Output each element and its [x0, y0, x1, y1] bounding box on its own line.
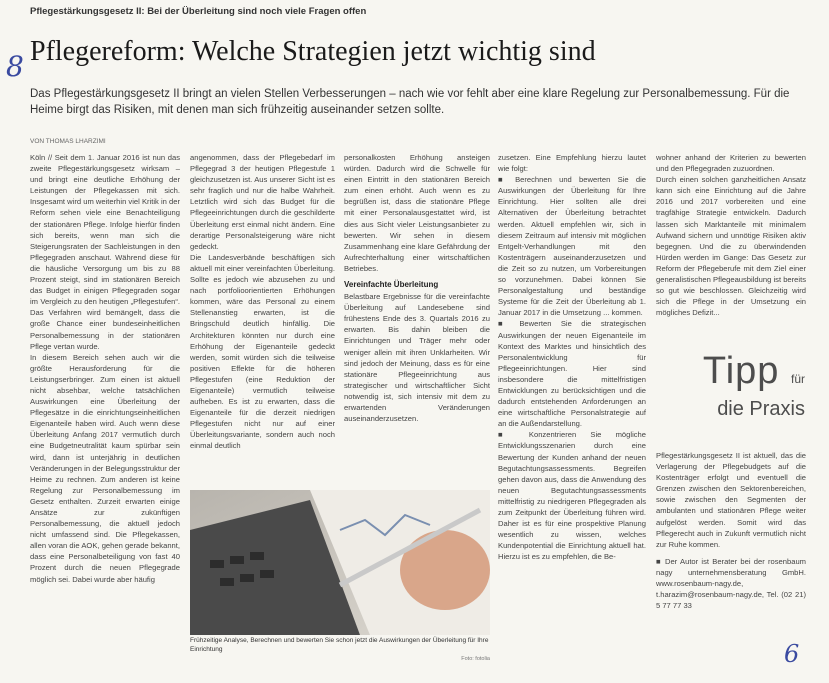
author-note: ■ Der Autor ist Berater bei der rosenbaum nagy unternehmensberatung GmbH. www.rosenbaum-nagy.de, t.harazim@rosenbaum-nagy.de, Tel. (02 21) 5 77 77 33	[656, 556, 806, 611]
paragraph: Belastbare Ergebnisse für die vereinfachte Überleitung auf Landesebene sind frühestens Ende des 3. Quartals 2016 zu erwarten. Bis dahin bleiben die Einrichtungen und Träger mehr oder weniger allein mit ihren Unklarheiten. Wir sind jedoch der Meinung, dass es für eine stationäre Pflegeeinrichtung aus strategischer und wirtschaftlicher Sicht notwendig ist, sich intensiv mit dem zu erwartenden Veränderungen auseinanderzusetzen.	[344, 292, 490, 424]
page-number: 6	[784, 640, 800, 668]
byline: VON THOMAS LHARZIMI	[30, 138, 106, 145]
column-2	[190, 152, 335, 482]
tip-small: für	[790, 372, 805, 386]
photo-credit: Foto: fotolia	[461, 656, 490, 662]
paragraph: angenommen, dass der Pflegebedarf im Pflegegrad 3 der heutigen Pflegestufe 1 gleichzusetzen ist. Aus unserer Sicht ist es sehr fraglich und nur die halbe Wahrheit. Letztlich wird sich das Budget für die Pflegeeinrichtungen durch die geschilderte Überleitung erst einmal nicht ändern. Eine derartige Personalsteigerung wäre nicht gedeckt.	[190, 153, 335, 251]
paragraph: Die Landesverbände beschäftigen sich aktuell mit einer vereinfachten Überleitung. Sollte es jedoch wie abzusehen zu und nach portfolioorientierten Erhöhungen kommen, wäre das Personal zu einem Stellenanstieg erwarten, ist die Bringschuld deutlich hinfällig. Die Architekturen könnten nur durch eine Erhöhung der Eigenanteile gedeckt werden, somit würden sich die teilweise positiven Effekte für die höheren Pflegestufen (eine Reduktion der Eigenanteile) vermutlich teilweise aufheben. Es ist zu erwarten, dass die Eigenanteile für die derzeit niedrigen Pflegestufen nicht nur auf einer Überleitungsvariante, sondern auch noch einmal deutlich	[190, 252, 335, 451]
paragraph: Pflegestärkungsgesetz II ist aktuell, das die Verlagerung der Pflegebudgets auf die Kostenträger erfolgt und eventuell die Grenzen zwischen den Sektorenbereichen, sowie zwischen den Segmenten der ambulanten und stationären Pflege weiter aufgelöst werden. Somit wird das Pflegerecht auch in Zukunft vermutlich nicht zur Ruhe kommen.	[656, 451, 806, 549]
column-5-lower	[656, 450, 806, 650]
photo-caption	[190, 636, 490, 662]
paragraph: wohner anhand der Kriterien zu bewerten und den Pflegegraden zuzuordnen.	[656, 153, 806, 174]
column-1	[30, 152, 180, 662]
headline: Pflegereform: Welche Strategien jetzt wichtig sind	[30, 36, 596, 67]
bullet-item: ■ Konzentrieren Sie mögliche Entwicklungsszenarien durch eine Bewertung der Kunden anhand der neuen Begutachtungsassessments. Begreifen gehen davon aus, dass die Anwendung des neuen Begutachtungsassessments mittelfristig zu niedrigeren Pflegegraden als zum Zeitpunkt der Überleitung führen wird. Daher ist es für eine prospektive Planung wesentlich zu wissen, welches Kundenpotential die Einrichtung aktuell hat. Hierzu ist es zu empfehlen, die Be-	[498, 430, 646, 562]
photo-illustration	[190, 490, 490, 635]
tip-word: Tipp	[702, 350, 780, 392]
column-4	[498, 152, 646, 662]
column-5	[656, 152, 806, 342]
paragraph: zusetzen. Eine Empfehlung hierzu lautet wie folgt:	[498, 153, 646, 174]
bullet-item: ■ Berechnen und bewerten Sie die Auswirkungen der Überleitung für Ihre Einrichtung. Hier sollten alle drei Alternativen der Überleitung betrachtet werden. Aktuell empfehlen wir, sich in diesem Zeitraum auf intensiv mit möglichen Entgelt-Verhandlungen mit den Kostenträgern auseinanderzusetzen und die Zeit so zu nutzen, um Vorbereitungen so vorzunehmen. Dabei können Sie Personalgestaltung und beständige Systeme für die Zeit der Überleitung ab 1. Januar 2017 in die Umsetzung ... kommen.	[498, 175, 646, 318]
paragraph: In diesem Bereich sehen auch wir die größte Herausforderung für die Leistungserbringer. Zum einen ist aktuell nicht absehbar, welche tatsächlichen Auswirkungen eine Überleitung der Pflegesätze in die einrichtungseinheitlichen Eigenanteile haben wird. Auch wenn diese Überleitung Anfang 2017 vermutlich durch eine Budgetneutralität kaum spürbar sein wird, dann ist unterjährig in deutlichen Veränderungen in der Belegungsstruktur der Heime zu rechnen. Zum anderen ist keine Regelung zur Personalbemessung im Gesetz enthalten. Zurzeit erwarten einige Ansätze zur zukünftigen Personalbemessung, die aktuell jedoch nicht umfassend sind. Die Pflegekassen, allen voran die AOK, gehen gerade bekannt, dass eine Personalbeteiligung von fast 40 Prozent durch die neuen Pflegegrade möglich sei. Dabei wurde aber häufig	[30, 352, 180, 584]
kicker: Pflegestärkungsgesetz II: Bei der Überleitung sind noch viele Fragen offen	[30, 6, 367, 17]
article-photo	[190, 490, 490, 635]
handwritten-mark: 8	[6, 50, 24, 83]
column-3	[344, 152, 490, 482]
section-subhead: Vereinfachte Überleitung	[344, 280, 439, 290]
paragraph: Durch einen solchen ganzheitlichen Ansatz kann sich eine Einrichtung auf die Jahre 2016 und 2017 vorbereiten und eine tragfähige Strategie entwickeln. Dadurch lassen sich Marktanteile mit minimalem Aufwand sichern und unnötige Risiken aktiv begegnen. Und die zu überwindenden Hürden werden im Gange: Das Gesetz zur Reform der Pflegeberufe mit dem Ziel einer generalistischen Pflegeausbildung ist bereits so gut wie beschlossen. Gleichzeitig wird sich die Pflege in der Umsetzung ein mögliches Defizit...	[656, 175, 806, 318]
paragraph: Köln // Seit dem 1. Januar 2016 ist nun das zweite Pflegestärkungsgesetz wirksam – und bringt eine deutliche Erhöhung der Leistungen der Pflegekassen mit sich. Insgesamt wird um weiterhin viel Kritik in der Reform sehen viele eine Benachteiligung der stationären Pflege. Infolge hierfür finden sich bereits, wenn man sich die Steigerungsraten der Sachleistungen in den Pflegegraden anschaut. Während diese für die häusliche Versorgung um bis zu 88 Prozent steigt, sind im stationären Bereich das Budget in einigen Pflegegraden sogar im Vergleich zu den heutigen „Pflegestufen“. Das Verfahren wird bemängelt, dass die große Chance einer bundeseinheitlichen Personalbemessung in der stationären Pflege vertan wurde.	[30, 153, 180, 351]
caption-text: Frühzeitige Analyse, Berechnen und bewerten Sie schon jetzt die Auswirkungen der Überleitung für Ihre Einrichtung	[190, 637, 489, 653]
paragraph: personalkosten Erhöhung ansteigen würden. Dadurch wird die Schwelle für einen Eintritt in den stationären Bereich zum einen erhöht. Auch wenn es zu begrüßen ist, dass die stationäre Pflege mit einer Personalausgestattet wird, ist dies aus Sicht vieler Leistungsanbieter zu bewerten. Wir sehen in diesem Zusammenhang eine klare Gefährdung der Aufrechterhaltung einer wirtschaftlichen Betriebes.	[344, 153, 490, 273]
bullet-item: ■ Bewerten Sie die strategischen Auswirkungen der neuen Eigenanteile im Kontext des Marktes und hinsichtlich des Personalentwicklung für Pflegeeinrichtungen. Hier sind insbesondere die mittelfristigen Entwicklungen zu berücksichtigen und die dadurch entstehenden Anforderungen an eine wirtschaftliche Personalstrategie auf an die Außendarstellung.	[498, 319, 646, 429]
tip-badge	[700, 352, 805, 420]
lead-paragraph: Das Pflegestärkungsgesetz II bringt an vielen Stellen Verbesserungen – nach wie vor fehlt aber eine klare Regelung zur Personalbemessung. Für die Heime birgt das Risiken, mit denen man sich frühzeitig auseinander setzen sollte.	[30, 88, 790, 116]
hand-icon	[400, 530, 490, 610]
tip-line2: die Praxis	[717, 398, 805, 420]
